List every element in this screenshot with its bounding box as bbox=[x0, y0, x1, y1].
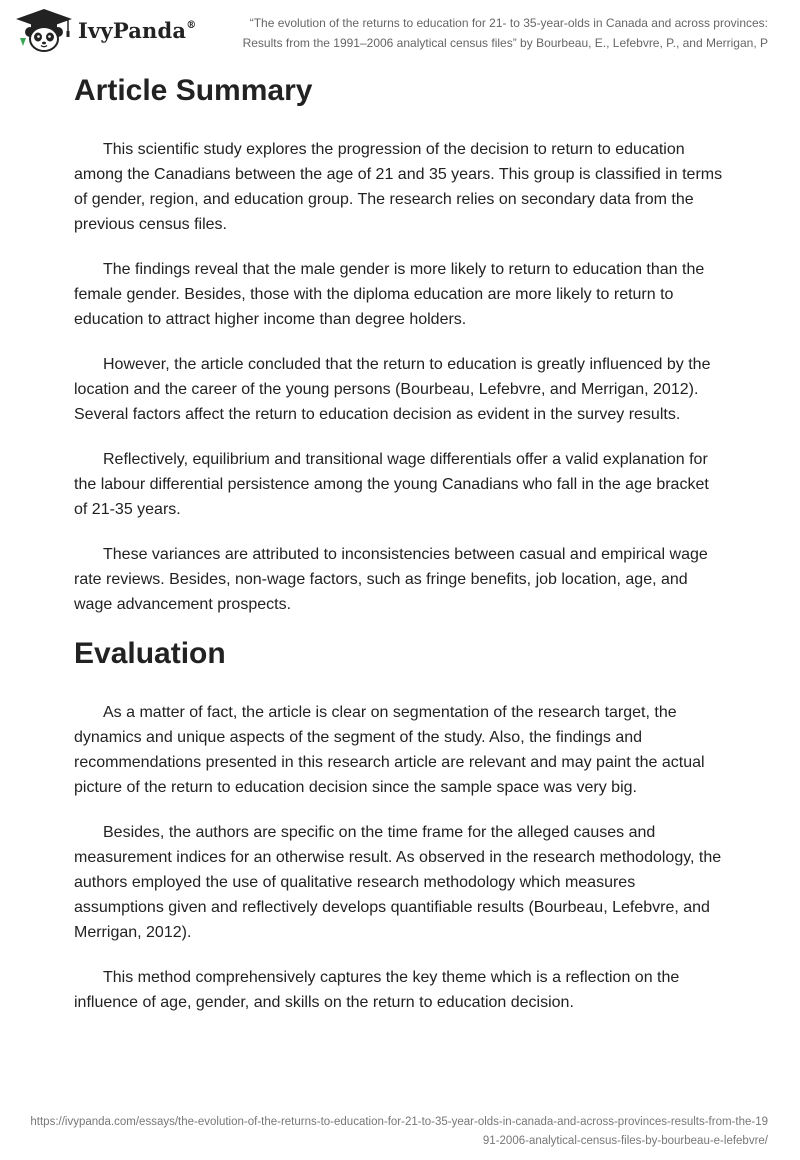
summary-paragraph: The findings reveal that the male gender is more likely to return to education than the female gender. Besides, those with the diploma education are more likely to return to education to attract higher income than degree holders. bbox=[74, 261, 705, 328]
summary-paragraph: Reflectively, equilibrium and transitional wage differentials offer a valid explanation for the labour differential persistence among the young Canadians who fall in the age bracket of 21-35 years. bbox=[74, 451, 709, 518]
summary-heading: Article Summary bbox=[74, 74, 313, 107]
article-body bbox=[74, 70, 726, 1015]
summary-paragraph: This scientific study explores the progression of the decision to return to education among the Canadians between the age of 21 and 35 years. This group is classified in terms of gender, region, and education group. The research relies on secondary data from the previous census files. bbox=[74, 141, 723, 233]
evaluation-heading: Evaluation bbox=[74, 637, 226, 670]
ivypanda-logo[interactable] bbox=[14, 8, 196, 52]
page-header bbox=[0, 0, 800, 60]
registered-mark: ® bbox=[186, 19, 197, 31]
citation-line-2: Results from the 1991–2006 analytical census files” by Bourbeau, E., Lefebvre, P., and Merrigan, P bbox=[242, 36, 768, 50]
panda-graduate-icon bbox=[14, 8, 74, 52]
logo-text: IvyPanda® bbox=[78, 17, 197, 43]
summary-paragraph: These variances are attributed to inconsistencies between casual and empirical wage rate reviews. Besides, non-wage factors, such as fringe benefits, job location, age, and wage advancement prospects. bbox=[74, 546, 708, 613]
citation-line-1: “The evolution of the returns to education for 21- to 35-year-olds in Canada and across provinces: bbox=[249, 16, 768, 30]
summary-paragraph: However, the article concluded that the return to education is greatly influenced by the location and the career of the young persons (Bourbeau, Lefebvre, and Merrigan, 2012). Several factors affect the return to education decision as evident in the survey results. bbox=[74, 356, 711, 423]
footer-source-url[interactable]: https://ivypanda.com/essays/the-evolution-of-the-returns-to-education-for-21-to-35-year-olds-in-canada-and-across-provinces-results-from-the-1991-2006-analytical-census-files-by-bourbeau-e-lefebvre/ bbox=[30, 1116, 768, 1147]
evaluation-paragraph: As a matter of fact, the article is clear on segmentation of the research target, the dynamics and unique aspects of the segment of the study. Also, the findings and recommendations presented in this research article are relevant and may paint the actual picture of the return to education decision since the sample space was very big. bbox=[74, 704, 705, 796]
evaluation-paragraph: Besides, the authors are specific on the time frame for the alleged causes and measurement indices for an otherwise result. As observed in the research methodology, the authors employed the use of qualitative research methodology which measures assumptions given and reflectively develops quantifiable results (Bourbeau, Lefebvre, and Merrigan, 2012). bbox=[74, 824, 722, 941]
header-citation bbox=[188, 13, 768, 53]
evaluation-paragraph: This method comprehensively captures the key theme which is a reflection on the influence of age, gender, and skills on the return to education decision. bbox=[74, 969, 680, 1011]
